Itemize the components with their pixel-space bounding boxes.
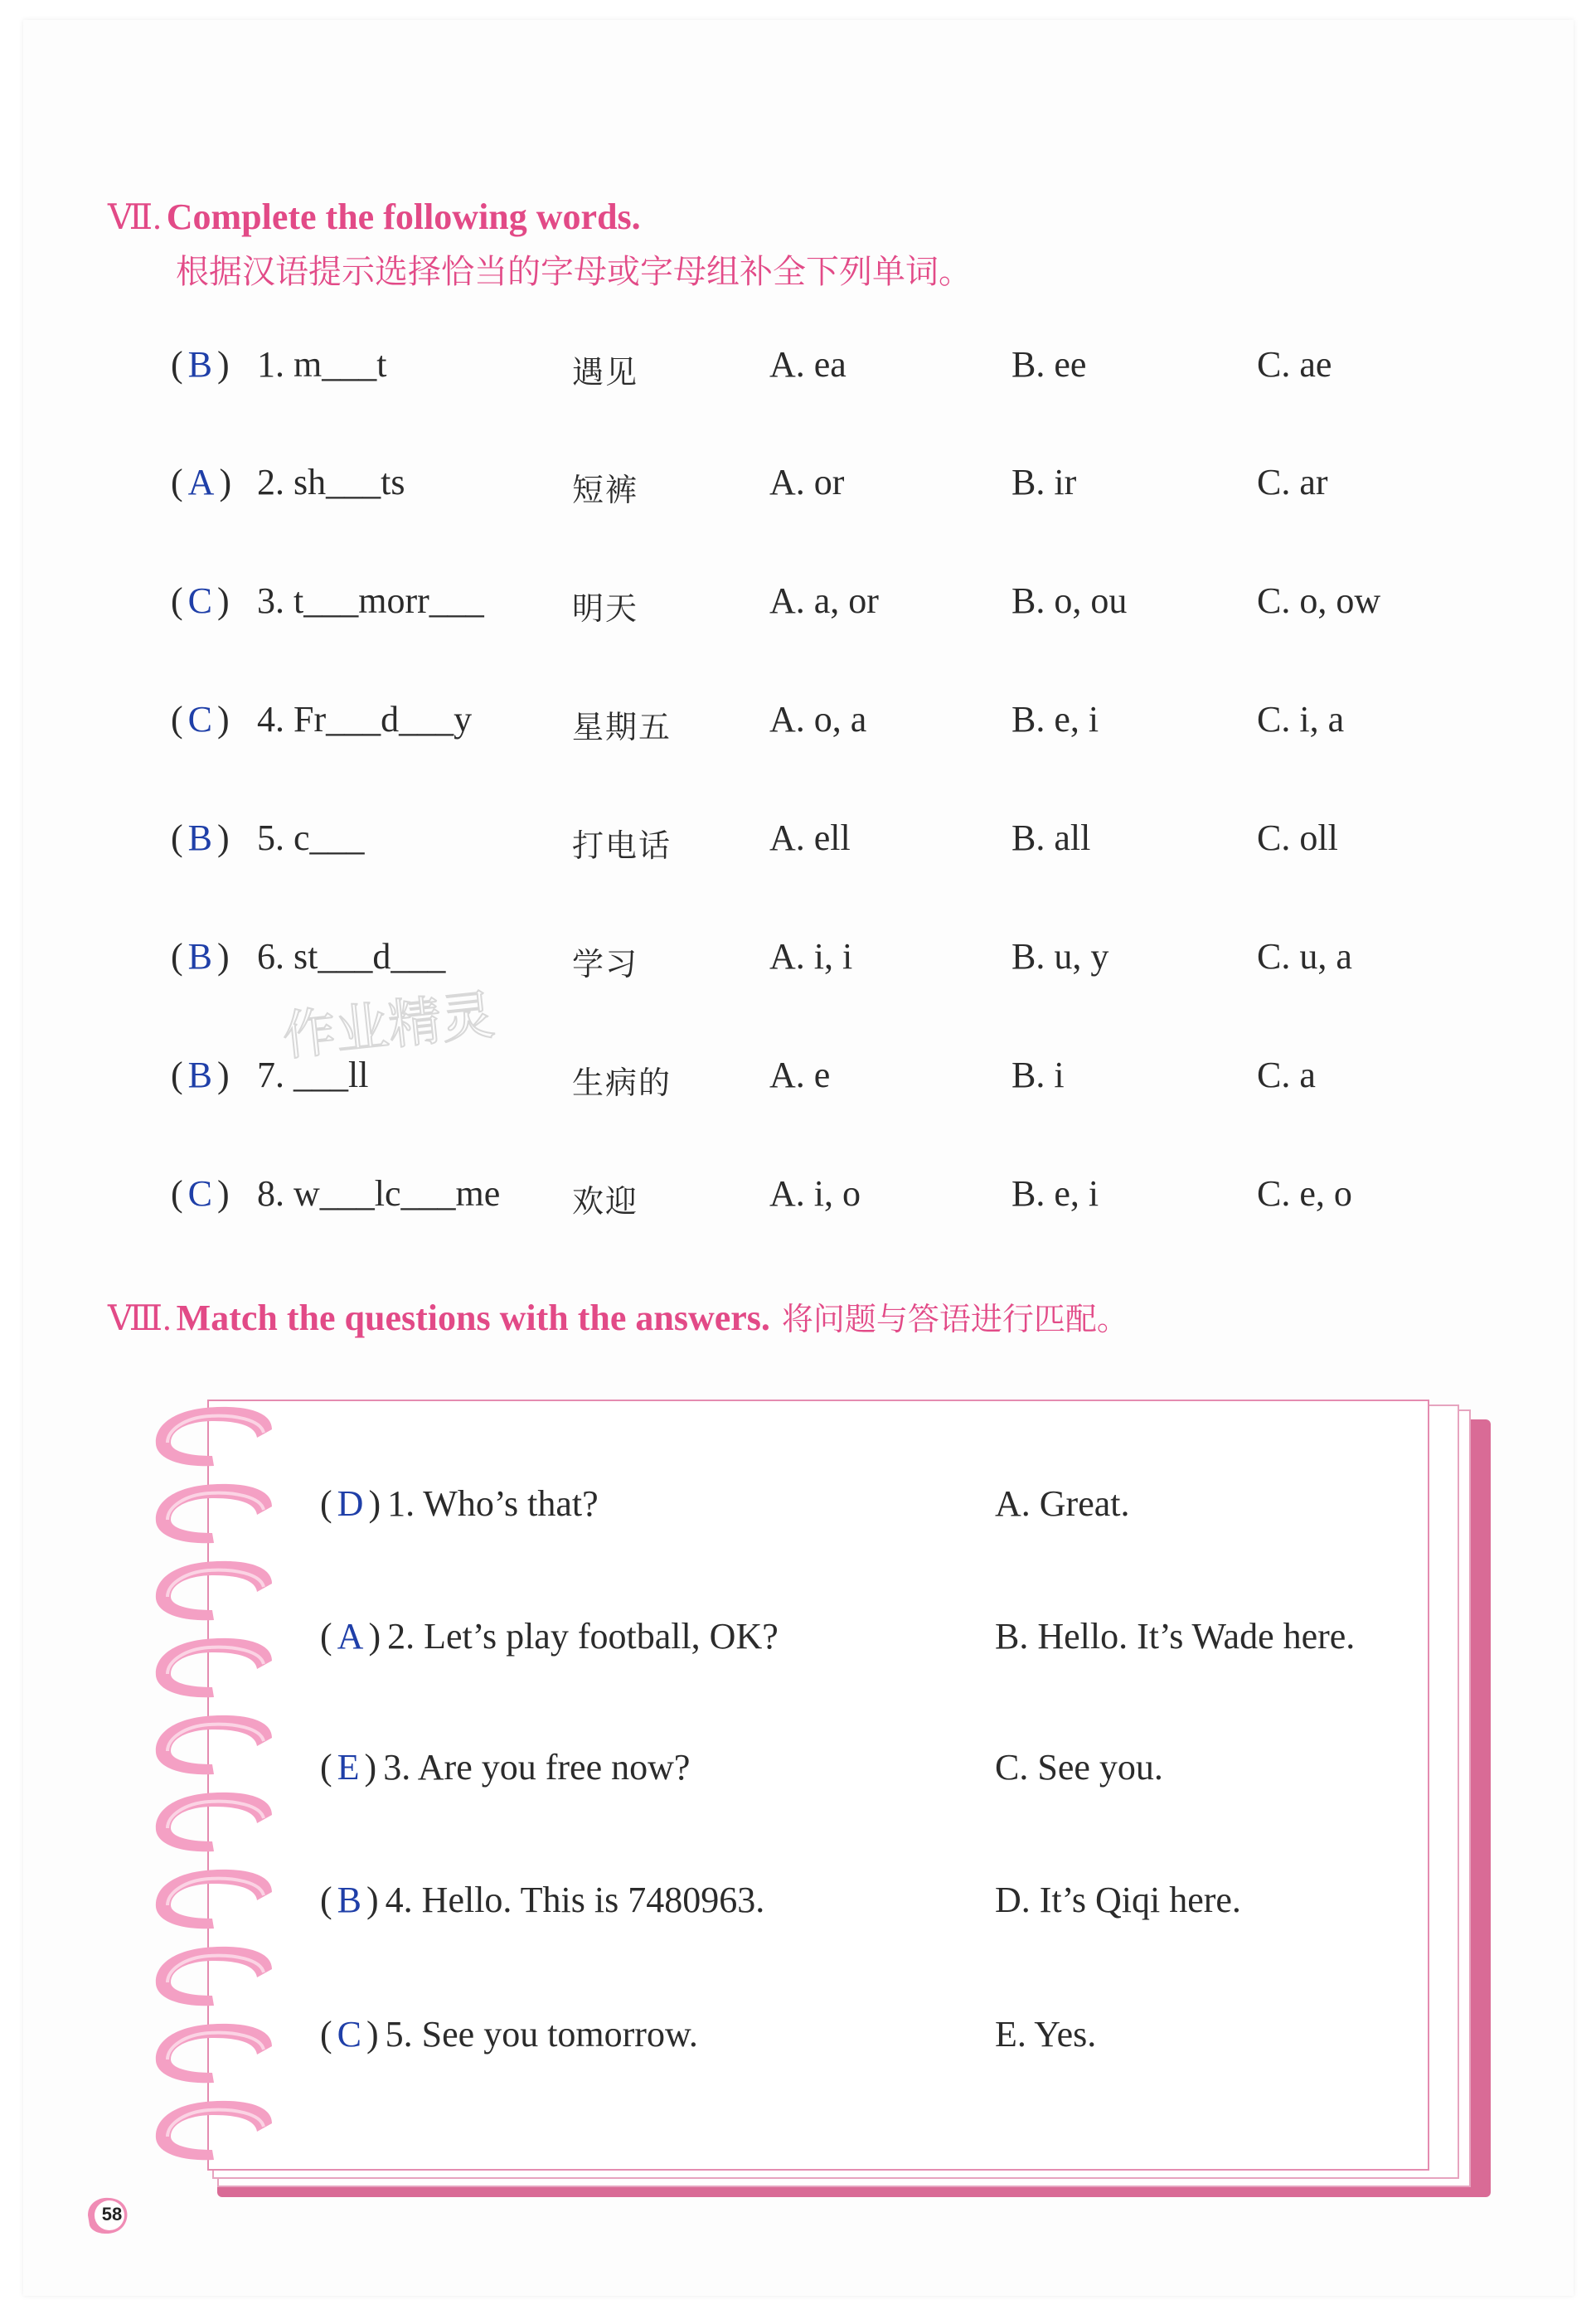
answer-bracket: ( C )	[171, 580, 230, 621]
option-a: A. a, or	[769, 580, 879, 621]
spiral-ring	[156, 2101, 272, 2160]
answer-bracket: ( B )	[171, 936, 230, 977]
match-option: C. See you.	[995, 1747, 1163, 1788]
word-item	[0, 1054, 1596, 1104]
section8-heading	[108, 1293, 1128, 1339]
chinese-meaning: 遇见	[572, 354, 639, 391]
chinese-meaning: 明天	[572, 590, 639, 627]
option-c: C. ae	[1257, 344, 1332, 385]
section8-number: Ⅷ.	[108, 1300, 172, 1338]
spiral-ring	[156, 1793, 272, 1851]
option-a: A. i, o	[769, 1173, 861, 1214]
word-item	[0, 698, 1596, 748]
chinese-meaning: 短裤	[572, 472, 639, 508]
section7-heading	[108, 196, 641, 238]
option-b: B. all	[1011, 817, 1091, 858]
answer-letter: A	[337, 1616, 364, 1657]
match-question	[320, 1879, 764, 1921]
section8-instruction: 将问题与答语进行匹配。	[781, 1301, 1128, 1337]
answer-letter: E	[337, 1747, 360, 1788]
incomplete-word: 3. t___morr___	[257, 580, 484, 621]
answer-bracket: ( D )	[320, 1483, 381, 1524]
option-b: B. e, i	[1011, 699, 1099, 740]
option-c: C. o, ow	[1257, 580, 1381, 621]
match-option: E. Yes.	[995, 2014, 1097, 2055]
chinese-meaning: 欢迎	[572, 1183, 639, 1220]
option-b: B. ir	[1011, 462, 1077, 502]
match-option: A. Great.	[995, 1483, 1130, 1524]
answer-letter: C	[337, 2014, 362, 2055]
option-c: C. a	[1257, 1055, 1316, 1095]
spiral-ring	[156, 1947, 272, 2006]
section7-number: Ⅶ.	[108, 199, 162, 237]
answer-bracket: ( B )	[171, 1055, 230, 1095]
match-question	[320, 1482, 599, 1525]
answer-letter: B	[187, 936, 213, 977]
spiral-ring	[156, 1870, 272, 1928]
match-question	[320, 1615, 779, 1657]
section7-instruction: 根据汉语提示选择恰当的字母或字母组补全下列单词。	[176, 253, 972, 291]
option-a: A. o, a	[769, 699, 867, 740]
question-text: 1. Who’s that?	[387, 1483, 599, 1524]
word-item	[0, 343, 1596, 393]
chinese-meaning: 星期五	[572, 709, 672, 745]
spiral-ring	[156, 1638, 272, 1697]
answer-letter: B	[187, 344, 213, 385]
answer-letter: B	[187, 817, 213, 858]
answer-bracket: ( E )	[320, 1747, 377, 1788]
option-a: A. or	[769, 462, 845, 502]
chinese-meaning: 学习	[572, 946, 639, 982]
spiral-ring	[156, 1561, 272, 1620]
chinese-meaning: 打电话	[572, 827, 672, 864]
match-option: D. It’s Qiqi here.	[995, 1880, 1241, 1920]
chinese-meaning: 生病的	[572, 1065, 672, 1101]
incomplete-word: 6. st___d___	[257, 936, 446, 977]
answer-letter: C	[187, 1173, 213, 1214]
answer-bracket: ( A )	[171, 462, 232, 502]
question-text: 5. See you tomorrow.	[385, 2014, 698, 2055]
section7-title: Complete the following words.	[166, 196, 641, 237]
answer-letter: A	[187, 462, 215, 502]
incomplete-word: 5. c___	[257, 817, 365, 858]
incomplete-word: 8. w___lc___me	[257, 1173, 501, 1214]
word-item	[0, 1172, 1596, 1222]
word-item	[0, 580, 1596, 629]
answer-bracket: ( C )	[171, 1173, 230, 1214]
answer-letter: C	[187, 580, 213, 621]
answer-bracket: ( B )	[171, 817, 230, 858]
spiral-ring	[156, 1407, 272, 1466]
option-c: C. i, a	[1257, 699, 1345, 740]
word-item	[0, 935, 1596, 985]
watermark: 作业精灵	[279, 984, 497, 1069]
option-b: B. o, ou	[1011, 580, 1128, 621]
option-b: B. i	[1011, 1055, 1065, 1095]
incomplete-word: 4. Fr___d___y	[257, 699, 473, 740]
section8-title: Match the questions with the answers.	[176, 1298, 770, 1338]
option-b: B. e, i	[1011, 1173, 1099, 1214]
match-option: B. Hello. It’s Wade here.	[995, 1616, 1356, 1657]
option-a: A. ea	[769, 344, 847, 385]
incomplete-word: 1. m___t	[257, 344, 387, 385]
answer-letter: D	[337, 1483, 364, 1524]
match-question	[320, 2013, 698, 2055]
answer-letter: C	[187, 699, 213, 740]
answer-bracket: ( C )	[171, 699, 230, 740]
answer-bracket: ( B )	[320, 1880, 379, 1920]
question-text: 4. Hello. This is 7480963.	[385, 1880, 765, 1920]
option-b: B. ee	[1011, 344, 1087, 385]
option-c: C. oll	[1257, 817, 1338, 858]
question-text: 2. Let’s play football, OK?	[387, 1616, 779, 1657]
answer-bracket: ( A )	[320, 1616, 381, 1657]
option-a: A. e	[769, 1055, 831, 1095]
option-c: C. ar	[1257, 462, 1328, 502]
word-item	[0, 461, 1596, 511]
incomplete-word: 2. sh___ts	[257, 462, 405, 502]
question-text: 3. Are you free now?	[383, 1747, 691, 1788]
spiral-binding	[148, 1401, 297, 2181]
incomplete-word: 7. ___ll	[257, 1055, 369, 1095]
answer-letter: B	[187, 1055, 213, 1095]
option-a: A. i, i	[769, 936, 853, 977]
word-item	[0, 817, 1596, 866]
match-question	[320, 1746, 690, 1788]
answer-letter: B	[337, 1880, 362, 1920]
option-b: B. u, y	[1011, 936, 1109, 977]
spiral-ring	[156, 1715, 272, 1774]
spiral-ring	[156, 2024, 272, 2083]
option-c: C. e, o	[1257, 1173, 1352, 1214]
option-c: C. u, a	[1257, 936, 1352, 977]
page-number-badge	[81, 2192, 133, 2237]
option-a: A. ell	[769, 817, 851, 858]
spiral-ring	[156, 1484, 272, 1543]
answer-bracket: ( B )	[171, 344, 230, 385]
page-number: 58	[101, 2204, 123, 2224]
answer-bracket: ( C )	[320, 2014, 379, 2055]
